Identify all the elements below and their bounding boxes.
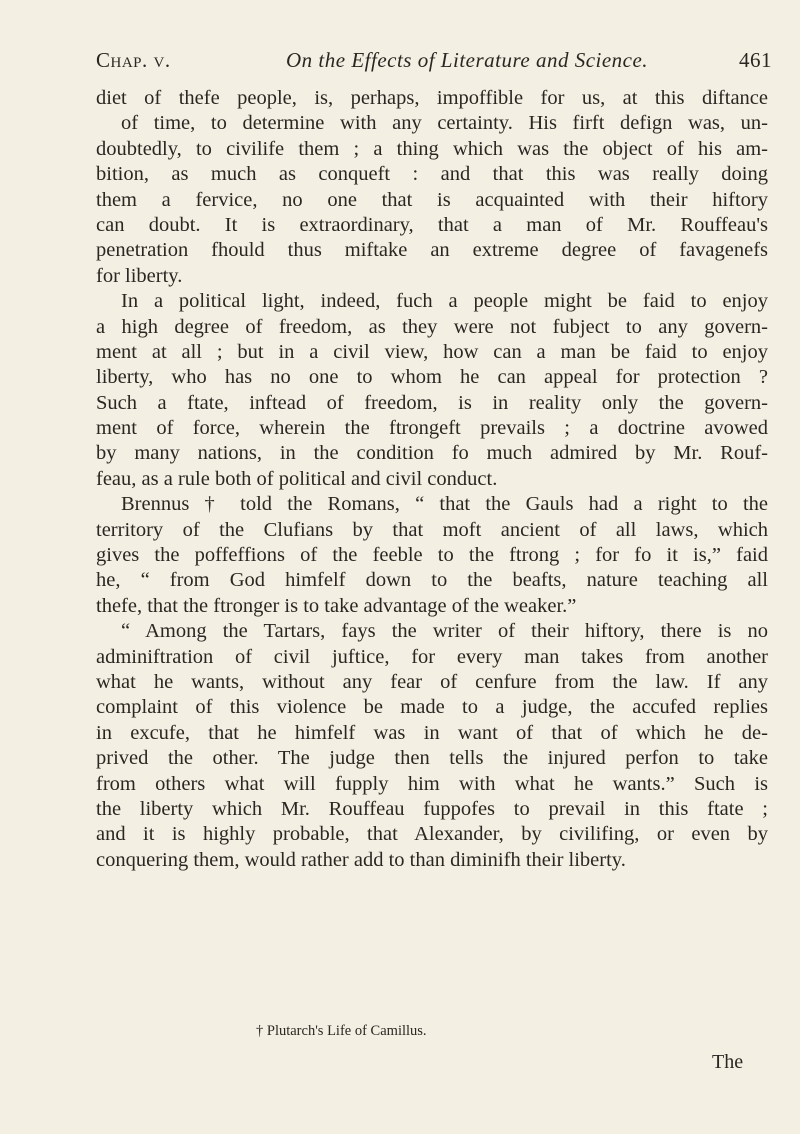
text-line: ment at all ; but in a civil view, how can a man be faid to enjoy xyxy=(96,340,768,363)
text-line: feau, as a rule both of political and civil conduct. xyxy=(96,467,498,490)
text-line: territory of the Clufians by that moft ancient of all laws, which xyxy=(96,518,768,541)
running-title: On the Effects of Literature and Science. xyxy=(286,48,649,72)
text-line: conquering them, would rather add to than diminifh their liberty. xyxy=(96,848,626,871)
text-line: doubtedly, to civilife them ; a thing which was the object of his am- xyxy=(96,137,768,160)
text-line: them a fervice, no one that is acquainted with their hiftory xyxy=(96,188,768,211)
body-text xyxy=(96,86,768,873)
text-line: Brennus † told the Romans, “ that the Gauls had a right to the xyxy=(121,493,768,516)
footnote: † Plutarch's Life of Camillus. xyxy=(256,1023,427,1039)
text-line: “ Among the Tartars, fays the writer of their hiftory, there is no xyxy=(121,620,768,643)
text-line: diet of thefe people, is, perhaps, impoffible for us, at this diftance xyxy=(96,87,768,109)
text-line: can doubt. It is extraordinary, that a man of Mr. Rouffeau's xyxy=(96,213,768,236)
text-line: and it is highly probable, that Alexander, by civilifing, or even by xyxy=(96,823,768,846)
text-line: gives the poffeffions of the feeble to the ftrong ; for fo it is,” faid xyxy=(96,544,768,567)
page-number: 461 xyxy=(739,48,772,72)
text-line: the liberty which Mr. Rouffeau fuppofes to prevail in this ftate ; xyxy=(96,797,768,820)
text-line: what he wants, without any fear of cenfure from the law. If any xyxy=(96,670,768,693)
text-line: by many nations, in the condition fo much admired by Mr. Rouf- xyxy=(96,442,768,465)
text-line: ment of force, wherein the ftrongeft prevails ; a doctrine avowed xyxy=(96,417,768,440)
chapter-label: Chap. v. xyxy=(96,48,171,72)
text-line: thefe, that the ftronger is to take advantage of the weaker.” xyxy=(96,594,577,617)
text-line: he, “ from God himfelf down to the beafts, nature teaching all xyxy=(96,569,768,592)
text-line: bition, as much as conqueft : and that this was really doing xyxy=(96,163,768,186)
text-line: prived the other. The judge then tells the injured perfon to take xyxy=(96,747,768,770)
text-line: from others what will fupply him with what he wants.” Such is xyxy=(96,772,768,795)
running-header xyxy=(96,48,772,80)
text-line: penetration fhould thus miftake an extreme degree of favagenefs xyxy=(96,239,768,262)
catchword: The xyxy=(712,1051,744,1073)
text-line: liberty, who has no one to whom he can appeal for protection ? xyxy=(96,366,768,389)
text-line: complaint of this violence be made to a judge, the accufed replies xyxy=(96,696,768,719)
text-line: in excufe, that he himfelf was in want of that of which he de- xyxy=(96,721,768,744)
text-line: a high degree of freedom, as they were not fubject to any govern- xyxy=(96,315,768,338)
text-line: adminiftration of civil juftice, for every man takes from another xyxy=(96,645,768,668)
text-line: Such a ftate, inftead of freedom, is in reality only the govern- xyxy=(96,391,768,414)
text-line: In a political light, indeed, fuch a people might be faid to enjoy xyxy=(121,290,768,313)
text-line: for liberty. xyxy=(96,264,183,287)
text-line: of time, to determine with any certainty. His firft defign was, un- xyxy=(121,112,768,135)
